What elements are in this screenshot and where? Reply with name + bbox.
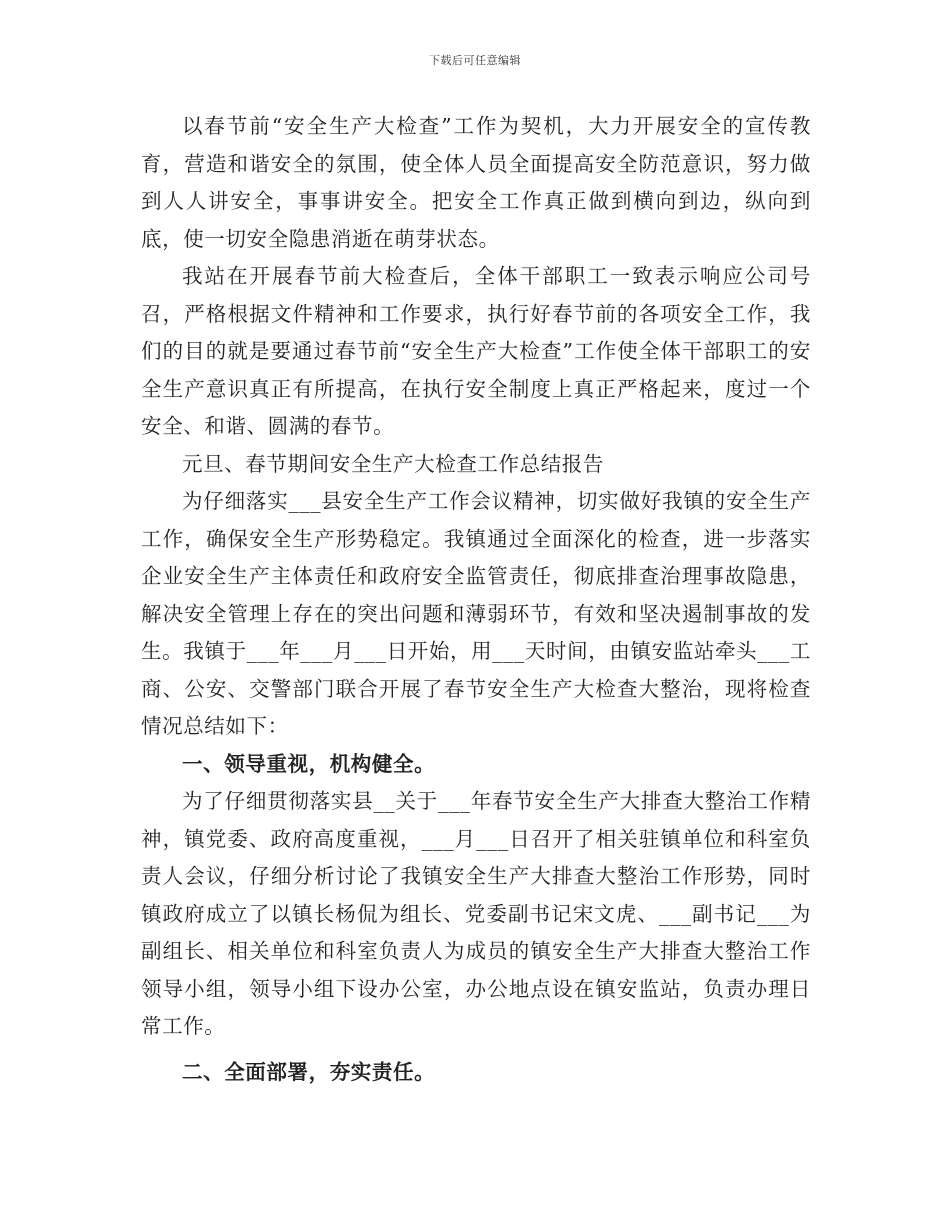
page-header: 下载后可任意编辑 [429, 54, 521, 67]
section-heading-2: 二、全面部署，夯实责任。 [182, 1059, 436, 1084]
paragraph-1: 以春节前“安全生产大检查”工作为契机，大力开展安全的宣传教育，营造和谐安全的氛围，使全体人员全面提高安全防范意识，努力做到人人讲安全，事事讲安全。把安全工作真正做到横向到边，纵向到底，使一切安全隐患消逝在萌芽状态。 [141, 114, 811, 251]
paragraph-2: 我站在开展春节前大检查后，全体干部职工一致表示响应公司号召，严格根据文件精神和工作要求，执行好春节前的各项安全工作，我们的目的就是要通过春节前“安全生产大检查”工作使全体干部职工的安全生产意识真正有所提高，在执行安全制度上真正严格起来，度过一个安全、和谐、圆满的春节。 [141, 264, 811, 438]
report-title: 元旦、春节期间安全生产大检查工作总结报告 [182, 451, 604, 476]
document-body [141, 108, 811, 1091]
paragraph-4: 为了仔细贯彻落实县__关于___年春节安全生产大排查大整治工作精神，镇党委、政府高度重视，___月___日召开了相关驻镇单位和科室负责人会议，仔细分析讨论了我镇安全生产大排查大整治工作形势，同时镇政府成立了以镇长杨侃为组长、党委副书记宋文虎、___副书记___为副组长、相关单位和科室负责人为成员的镇安全生产大排查大整治工作领导小组，领导小组下设办公室，办公地点设在镇安监站，负责办理日常工作。 [141, 789, 811, 1038]
paragraph-3: 为仔细落实___县安全生产工作会议精神，切实做好我镇的安全生产工作，确保安全生产形势稳定。我镇通过全面深化的检查，进一步落实企业安全生产主体责任和政府安全监管责任，彻底排查治理事故隐患，解决安全管理上存在的突出问题和薄弱环节，有效和坚决遏制事故的发生。我镇于___年___月___日开始，用___天时间，由镇安监站牵头___工商、公安、交警部门联合开展了春节安全生产大检查大整治，现将检查情况总结如下： [141, 489, 811, 738]
section-heading-1: 一、领导重视，机构健全。 [182, 751, 436, 776]
